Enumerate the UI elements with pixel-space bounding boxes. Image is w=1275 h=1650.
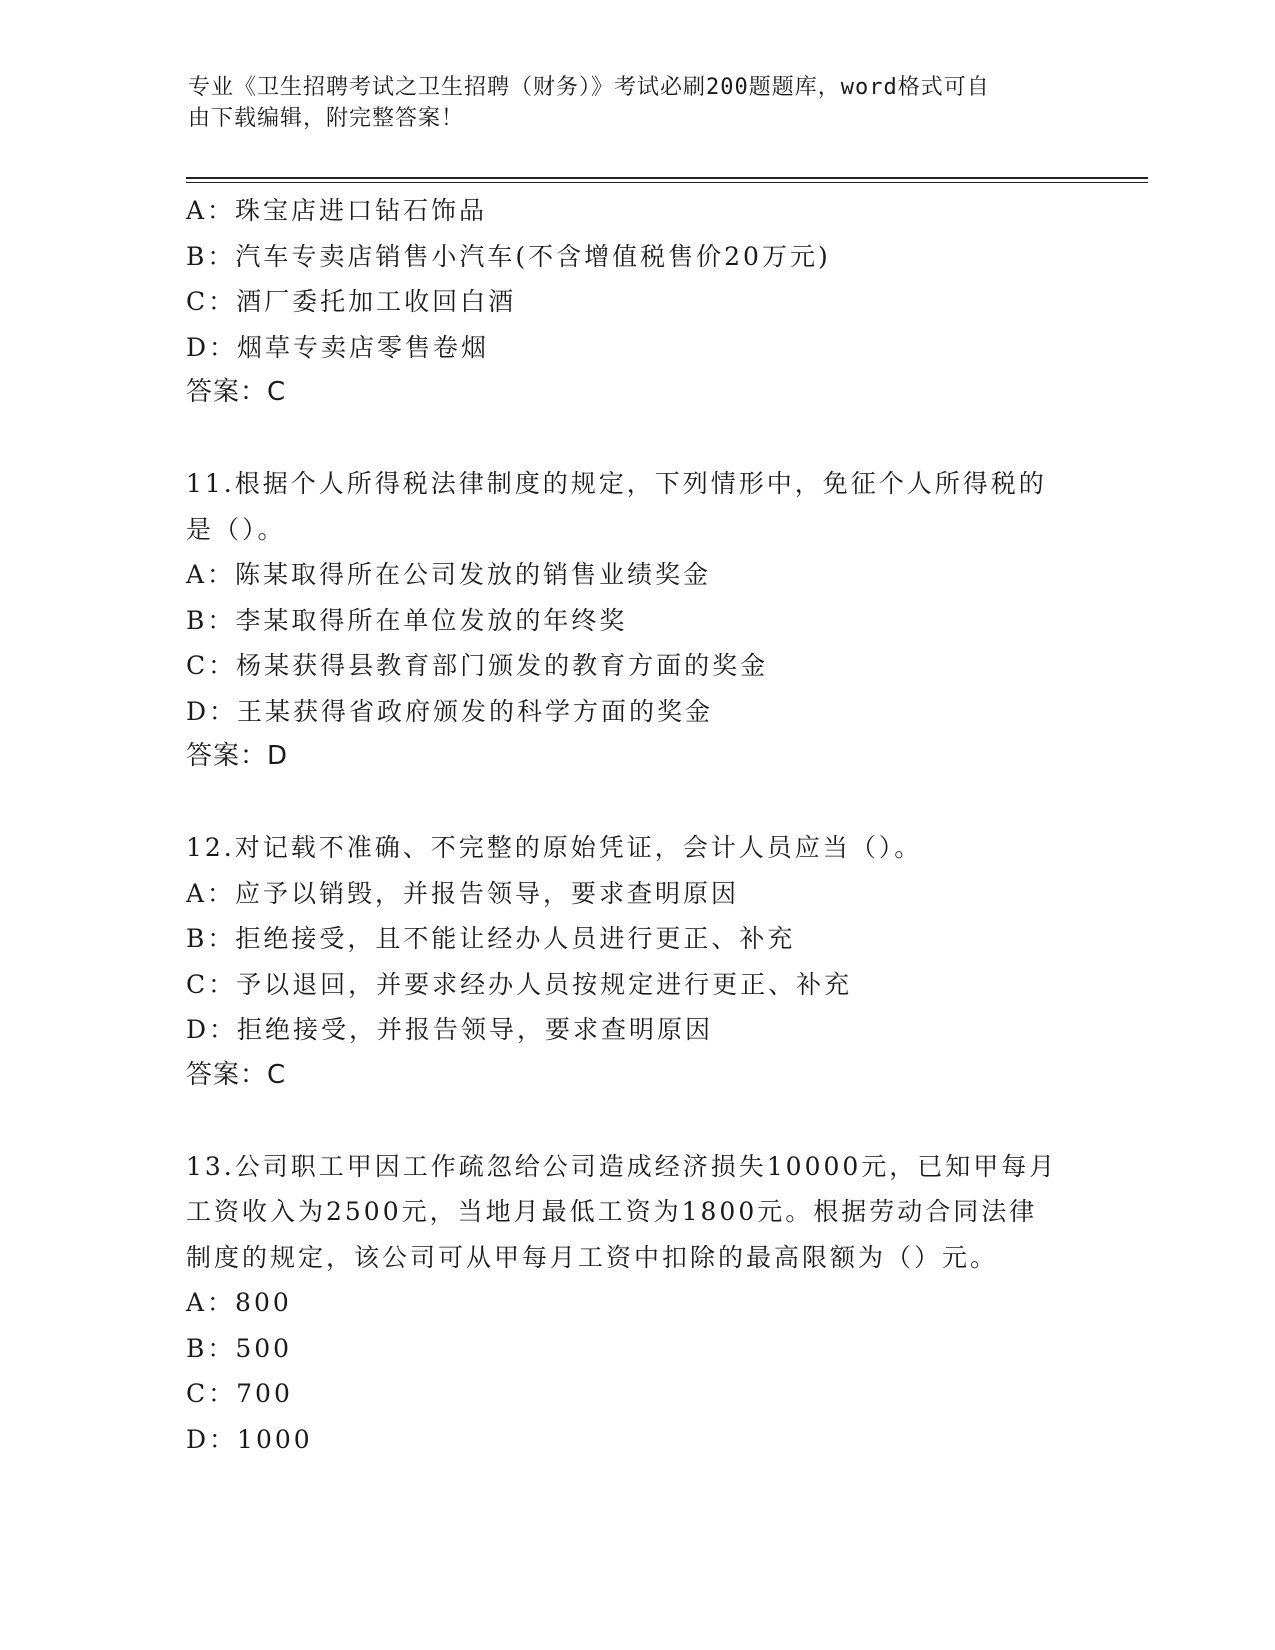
answer-line: 答案：C	[186, 377, 287, 407]
question-12	[186, 825, 1086, 1098]
question-stem-line-2: 工资收入为2500元，当地月最低工资为1800元。根据劳动合同法律	[186, 1197, 1038, 1226]
option-d: D：王某获得省政府颁发的科学方面的奖金	[186, 696, 714, 726]
option-d: D：拒绝接受，并报告领导，要求查明原因	[186, 1015, 714, 1044]
option-c: C：酒厂委托加工收回白酒	[186, 287, 517, 316]
option-d: D：烟草专卖店零售卷烟	[186, 332, 490, 362]
spacer	[186, 780, 1086, 826]
document-header	[188, 72, 1068, 134]
option-c: C：予以退回，并要求经办人员按规定进行更正、补充	[186, 969, 853, 999]
spacer	[186, 1098, 1086, 1144]
question-stem-line-2: 是（）。	[186, 514, 286, 544]
question-11	[186, 461, 1086, 780]
option-c: C：杨某获得县教育部门颁发的教育方面的奖金	[186, 651, 769, 680]
option-b: B：拒绝接受，且不能让经办人员进行更正、补充	[186, 924, 796, 953]
option-b: B：汽车专卖店销售小汽车(不含增值税售价20万元)	[186, 241, 831, 271]
question-stem-line-1: 13.公司职工甲因工作疏忽给公司造成经济损失10000元，已知甲每月	[186, 1151, 1058, 1181]
option-a: A：珠宝店进口钻石饰品	[186, 196, 488, 225]
option-b: B：李某取得所在单位发放的年终奖	[186, 605, 628, 635]
header-divider-thick	[186, 177, 1148, 179]
spacer	[186, 416, 1086, 462]
question-10-continued	[186, 188, 1086, 416]
question-13	[186, 1144, 1086, 1463]
option-a: A：800	[186, 1288, 292, 1317]
header-divider-thin	[186, 182, 1148, 183]
option-c: C：700	[186, 1379, 293, 1408]
option-a: A：应予以销毁，并报告领导，要求查明原因	[186, 878, 740, 908]
question-list	[186, 188, 1086, 1462]
option-a: A：陈某取得所在公司发放的销售业绩奖金	[186, 560, 712, 589]
question-stem-line-1: 12.对记载不准确、不完整的原始凭证，会计人员应当（）。	[186, 833, 923, 862]
header-line-1: 专业《卫生招聘考试之卫生招聘（财务）》考试必刷200题题库，word格式可自	[188, 75, 990, 100]
answer-line: 答案：C	[186, 1059, 287, 1090]
question-stem-line-3: 制度的规定，该公司可从甲每月工资中扣除的最高限额为（）元。	[186, 1242, 999, 1272]
answer-line: 答案：D	[186, 741, 289, 771]
header-line-2: 由下载编辑，附完整答案！	[188, 106, 465, 131]
question-stem-line-1: 11.根据个人所得税法律制度的规定，下列情形中，免征个人所得税的	[186, 469, 1047, 498]
option-b: B：500	[186, 1333, 293, 1363]
option-d: D：1000	[186, 1424, 313, 1454]
